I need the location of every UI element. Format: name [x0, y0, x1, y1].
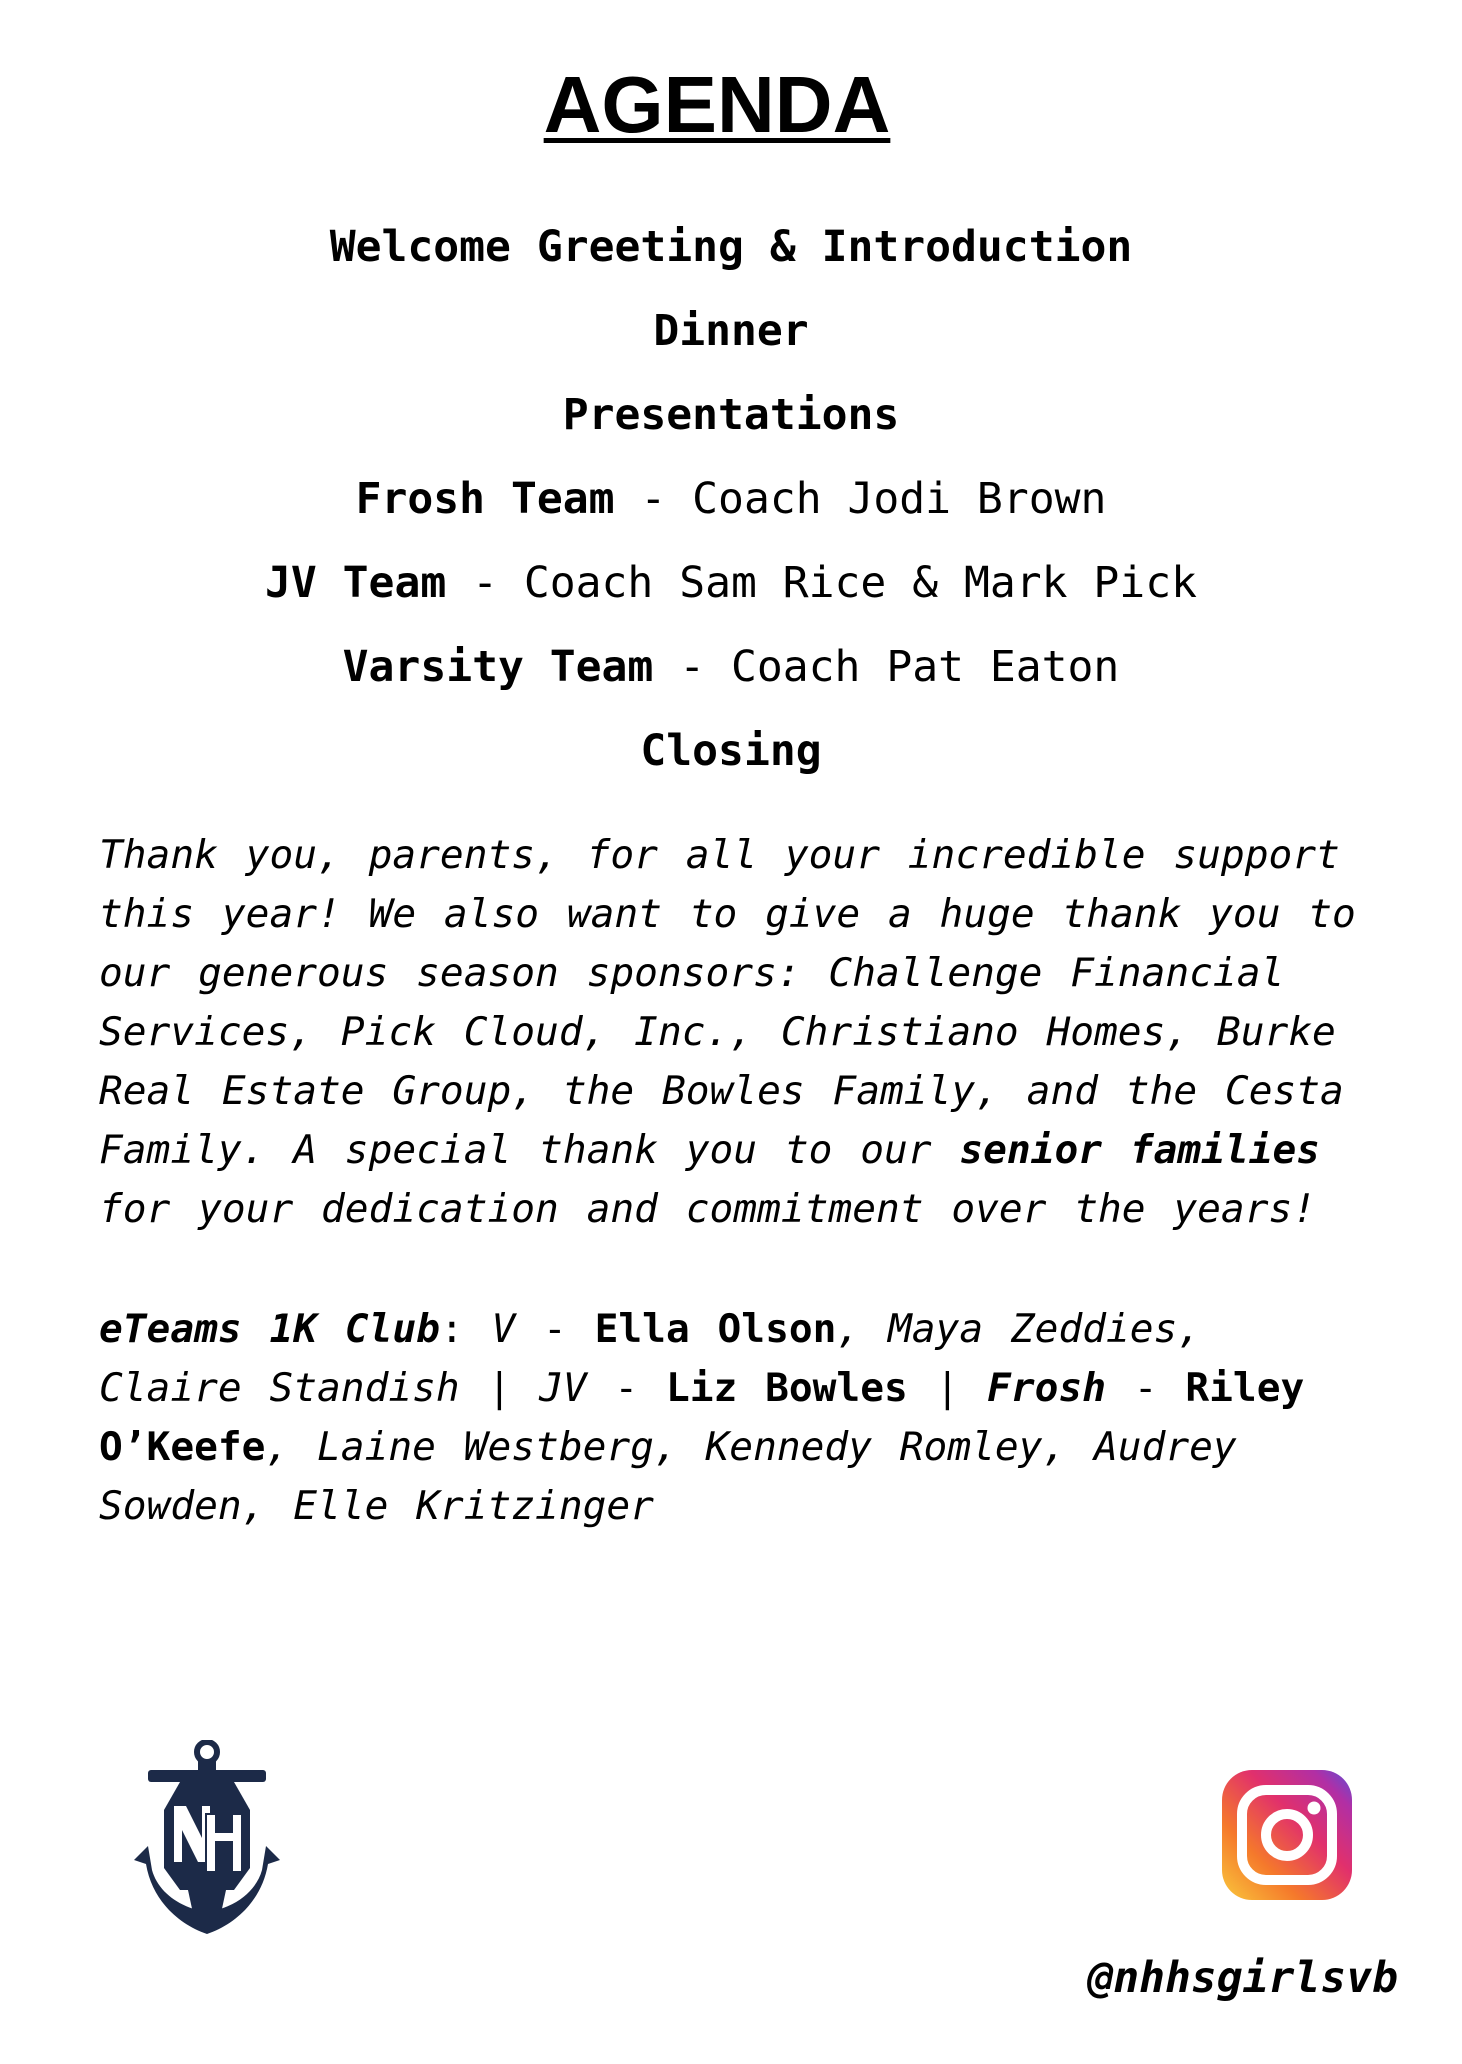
separator: -	[515, 1306, 595, 1352]
paragraph-line: Services, Pick Cloud, Inc., Christiano Homes, Burke	[99, 1009, 1336, 1055]
club-line	[99, 1477, 1399, 1536]
agenda-item-frosh	[0, 457, 1462, 541]
paragraph-line: our generous season sponsors: Challenge Financial	[99, 950, 1285, 996]
paragraph-line: Thank you, parents, for all your incredible support	[99, 832, 1340, 878]
bar-separator: |	[459, 1365, 540, 1411]
coach-name: - Coach Pat Eaton	[653, 642, 1120, 692]
paragraph-line	[99, 1121, 1399, 1180]
coach-name: - Coach Sam Rice & Mark Pick	[446, 558, 1197, 608]
frosh-label: Frosh	[987, 1365, 1107, 1411]
team-name: JV Team	[265, 558, 447, 608]
agenda-list	[0, 205, 1462, 793]
instagram-icon[interactable]	[1222, 1770, 1352, 1900]
varsity-top-player: Ella Olson	[594, 1306, 837, 1352]
agenda-item-jv	[0, 541, 1462, 625]
varsity-label: V	[491, 1306, 516, 1352]
frosh-players: , Laine Westberg, Kennedy Romley, Audrey	[265, 1424, 1237, 1470]
varsity-players: , Maya Zeddies,	[836, 1306, 1202, 1352]
separator: -	[1106, 1365, 1186, 1411]
etteams-1k-club-section	[99, 1300, 1399, 1536]
agenda-item-presentations	[0, 373, 1462, 457]
agenda-item-welcome	[0, 205, 1462, 289]
agenda-item-label: Closing	[640, 726, 822, 776]
instagram-handle[interactable]: @nhhsgirlsvb	[1087, 1953, 1398, 2003]
frosh-top-player: Riley	[1185, 1365, 1305, 1411]
varsity-players: Claire Standish	[99, 1365, 460, 1411]
anchor-nh-logo	[128, 1740, 286, 1936]
paragraph-line: for your dedication and commitment over the years!	[99, 1186, 1317, 1232]
paragraph-line: this year! We also want to give a huge thank you to	[99, 891, 1356, 937]
agenda-item-closing	[0, 709, 1462, 793]
paragraph-line: Real Estate Group, the Bowles Family, and the Cesta	[99, 1068, 1344, 1114]
jv-label: JV	[539, 1365, 587, 1411]
separator: -	[586, 1365, 666, 1411]
team-name: Frosh Team	[355, 474, 615, 524]
bar-separator: |	[907, 1365, 988, 1411]
club-line	[99, 1300, 1399, 1359]
club-line	[99, 1359, 1399, 1418]
team-name: Varsity Team	[342, 642, 654, 692]
agenda-item-label: Presentations	[562, 390, 900, 440]
frosh-players: Sowden, Elle Kritzinger	[99, 1483, 654, 1529]
club-label: eTeams 1K Club	[99, 1306, 440, 1352]
frosh-top-player: O’Keefe	[99, 1424, 266, 1470]
agenda-item-label: Dinner	[653, 306, 809, 356]
agenda-item-varsity	[0, 625, 1462, 709]
agenda-item-label: Welcome Greeting & Introduction	[329, 222, 1133, 272]
coach-name: - Coach Jodi Brown	[614, 474, 1107, 524]
jv-top-player: Liz Bowles	[665, 1365, 908, 1411]
senior-families-text: senior families	[959, 1127, 1321, 1173]
agenda-item-dinner	[0, 289, 1462, 373]
page-title: AGENDA	[543, 60, 891, 149]
paragraph-text: Family. A special thank you to our	[99, 1127, 960, 1173]
thank-you-paragraph	[99, 826, 1399, 1239]
club-line	[99, 1418, 1399, 1477]
club-colon: :	[439, 1306, 492, 1352]
